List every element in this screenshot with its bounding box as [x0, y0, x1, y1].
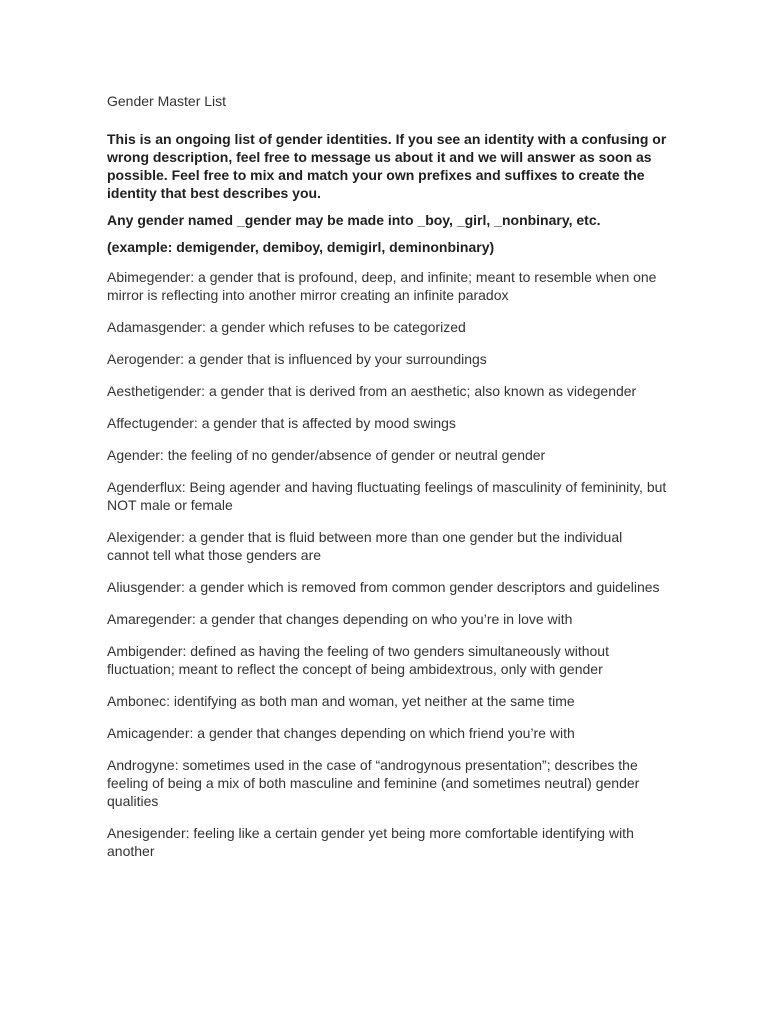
- gender-entry: Androgyne: sometimes used in the case of “androgynous presentation”; describes the feeling of being a mix of both masculine and feminine (and sometimes neutral) gender qualities: [107, 757, 640, 809]
- gender-entry: Amaregender: a gender that changes depending on who you’re in love with: [107, 611, 573, 627]
- gender-entry: Agender: the feeling of no gender/absence of gender or neutral gender: [107, 447, 546, 463]
- gender-entry: Abimegender: a gender that is profound, deep, and infinite; meant to resemble when one mirror is reflecting into another mirror creating an infinite paradox: [107, 269, 657, 303]
- gender-entry: Ambonec: identifying as both man and woman, yet neither at the same time: [107, 693, 575, 709]
- naming-example: (example: demigender, demiboy, demigirl, deminonbinary): [107, 239, 495, 255]
- gender-entry: Adamasgender: a gender which refuses to be categorized: [107, 319, 466, 335]
- gender-entry: Ambigender: defined as having the feeling of two genders simultaneously without fluctuation; meant to reflect the concept of being ambidextrous, only with gender: [107, 643, 609, 677]
- gender-entry: Agenderflux: Being agender and having fluctuating feelings of masculinity of femininity, but NOT male or female: [107, 479, 667, 513]
- gender-entry: Aerogender: a gender that is influenced by your surroundings: [107, 351, 487, 367]
- intro-paragraph: This is an ongoing list of gender identities. If you see an identity with a confusing or wrong description, feel free to message us about it and we will answer as soon as possible. Feel free to mix and match your own prefixes and suffixes to create the identity that best describes you.: [107, 131, 667, 201]
- gender-entry: Amicagender: a gender that changes depending on which friend you’re with: [107, 725, 575, 741]
- gender-entry-list: [107, 268, 667, 860]
- gender-entry: Aesthetigender: a gender that is derived from an aesthetic; also known as videgender: [107, 383, 637, 399]
- gender-entry: Anesigender: feeling like a certain gender yet being more comfortable identifying with another: [107, 825, 634, 859]
- gender-entry: Affectugender: a gender that is affected by mood swings: [107, 415, 456, 431]
- gender-entry: Alexigender: a gender that is fluid between more than one gender but the individual cannot tell what those genders are: [107, 529, 623, 563]
- naming-note: Any gender named _gender may be made into _boy, _girl, _nonbinary, etc.: [107, 212, 601, 228]
- gender-entry: Aliusgender: a gender which is removed from common gender descriptors and guidelines: [107, 579, 660, 595]
- document-page: [107, 92, 667, 874]
- document-title: Gender Master List: [107, 93, 227, 109]
